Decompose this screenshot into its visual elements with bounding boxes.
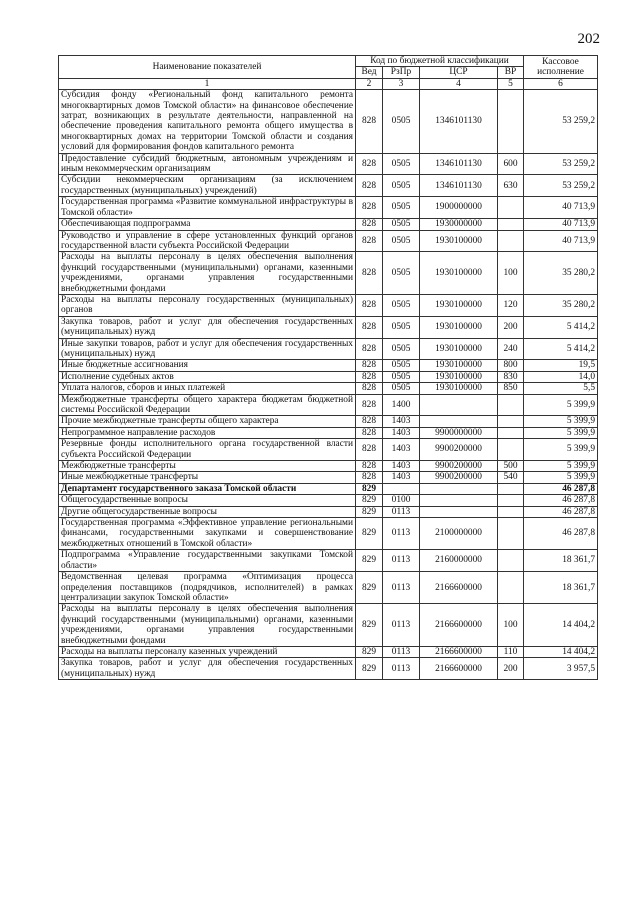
row-vr: [498, 394, 524, 416]
row-csr: 9900200000: [420, 472, 498, 483]
row-rzpr: 0505: [383, 175, 420, 197]
row-ved: 829: [356, 518, 383, 550]
row-vr: [498, 427, 524, 438]
row-rzpr: 0100: [383, 495, 420, 506]
header-vr: ВР: [498, 67, 524, 78]
budget-table: [58, 55, 598, 680]
row-rzpr: 0505: [383, 316, 420, 338]
row-sum: 5,5: [524, 383, 598, 394]
row-csr: 2166600000: [420, 646, 498, 657]
row-ved: 829: [356, 572, 383, 604]
row-rzpr: 0113: [383, 518, 420, 550]
row-rzpr: 0113: [383, 506, 420, 517]
row-csr: 9900200000: [420, 439, 498, 461]
row-name: Государственная программа «Развитие коммунальной инфраструктуры в Томской области»: [59, 197, 356, 219]
row-name: Субсидия фонду «Региональный фонд капитального ремонта многоквартирных домов Томской области» на финансовое обеспечение затрат, возникающих в результате деятельности, направленной на обеспечение проведения капитального ремонта общего имущества в многоквартирных домах на территории Томской области и создания условий для формирования фондов капитального ремонта: [59, 90, 356, 153]
row-vr: 800: [498, 360, 524, 371]
row-ved: 828: [356, 316, 383, 338]
row-vr: 830: [498, 371, 524, 382]
table-row: [59, 153, 598, 175]
row-csr: 1930000000: [420, 219, 498, 230]
row-ved: 828: [356, 472, 383, 483]
row-rzpr: 0113: [383, 572, 420, 604]
row-sum: 5 399,9: [524, 394, 598, 416]
header-col-4: 4: [420, 78, 498, 89]
row-sum: 5 414,2: [524, 338, 598, 360]
row-name: Уплата налогов, сборов и иных платежей: [59, 383, 356, 394]
row-csr: 1930100000: [420, 316, 498, 338]
row-vr: 200: [498, 316, 524, 338]
row-vr: 200: [498, 658, 524, 680]
row-csr: 1930100000: [420, 252, 498, 295]
row-ved: 828: [356, 383, 383, 394]
row-vr: [498, 219, 524, 230]
row-csr: 1346101130: [420, 175, 498, 197]
row-vr: [498, 416, 524, 427]
row-name: Непрограммное направление расходов: [59, 427, 356, 438]
row-sum: 5 399,9: [524, 416, 598, 427]
row-name: Расходы на выплаты персоналу государственных (муниципальных) органов: [59, 294, 356, 316]
row-csr: 2160000000: [420, 550, 498, 572]
row-sum: 18 361,7: [524, 550, 598, 572]
row-ved: 828: [356, 175, 383, 197]
row-csr: 2166600000: [420, 658, 498, 680]
row-vr: 540: [498, 472, 524, 483]
row-sum: 40 713,9: [524, 219, 598, 230]
row-ved: 828: [356, 230, 383, 252]
row-sum: 5 399,9: [524, 427, 598, 438]
row-sum: 46 287,8: [524, 506, 598, 517]
row-ved: 829: [356, 506, 383, 517]
row-name: Обеспечивающая подпрограмма: [59, 219, 356, 230]
row-rzpr: 0505: [383, 153, 420, 175]
row-sum: 53 259,2: [524, 153, 598, 175]
row-name: Субсидии некоммерческим организациям (за исключением государственных (муниципальных) учреждений): [59, 175, 356, 197]
row-rzpr: 0505: [383, 252, 420, 295]
row-csr: [420, 506, 498, 517]
header-rzpr: РзПр: [383, 67, 420, 78]
row-sum: 18 361,7: [524, 572, 598, 604]
row-sum: 46 287,8: [524, 483, 598, 494]
row-name: Департамент государственного заказа Томской области: [59, 483, 356, 494]
row-csr: 1930100000: [420, 383, 498, 394]
table-row: [59, 230, 598, 252]
row-ved: 829: [356, 658, 383, 680]
table-row: [59, 646, 598, 657]
row-sum: 3 957,5: [524, 658, 598, 680]
row-ved: 828: [356, 371, 383, 382]
table-row: [59, 506, 598, 517]
header-ved: Вед: [356, 67, 383, 78]
row-csr: 1930100000: [420, 371, 498, 382]
table-row: [59, 294, 598, 316]
row-name: Межбюджетные трансферты: [59, 461, 356, 472]
table-row: [59, 360, 598, 371]
row-name: Закупка товаров, работ и услуг для обеспечения государственных (муниципальных) нужд: [59, 316, 356, 338]
row-sum: 40 713,9: [524, 230, 598, 252]
row-rzpr: 0113: [383, 646, 420, 657]
row-ved: 828: [356, 461, 383, 472]
row-name: Подпрограмма «Управление государственными закупками Томской области»: [59, 550, 356, 572]
row-sum: 35 280,2: [524, 294, 598, 316]
row-vr: [498, 495, 524, 506]
row-ved: 828: [356, 90, 383, 153]
row-vr: [498, 439, 524, 461]
row-vr: [498, 572, 524, 604]
row-rzpr: 0113: [383, 604, 420, 647]
row-rzpr: 0505: [383, 230, 420, 252]
header-col-2: 2: [356, 78, 383, 89]
row-name: Исполнение судебных актов: [59, 371, 356, 382]
table-row: [59, 495, 598, 506]
row-csr: [420, 483, 498, 494]
row-vr: [498, 483, 524, 494]
row-name: Предоставление субсидий бюджетным, автономным учреждениям и иным некоммерческим организациям: [59, 153, 356, 175]
row-sum: 14,0: [524, 371, 598, 382]
table-row: [59, 394, 598, 416]
row-csr: 1346101130: [420, 153, 498, 175]
table-row: [59, 197, 598, 219]
row-name: Расходы на выплаты персоналу казенных учреждений: [59, 646, 356, 657]
row-vr: [498, 550, 524, 572]
row-ved: 828: [356, 153, 383, 175]
header-csr: ЦСР: [420, 67, 498, 78]
row-rzpr: 1403: [383, 472, 420, 483]
row-csr: 2166600000: [420, 604, 498, 647]
row-sum: 46 287,8: [524, 495, 598, 506]
row-ved: 828: [356, 416, 383, 427]
row-sum: 53 259,2: [524, 90, 598, 153]
header-col-1: 1: [59, 78, 356, 89]
header-col-3: 3: [383, 78, 420, 89]
row-sum: 19,5: [524, 360, 598, 371]
row-rzpr: 0505: [383, 294, 420, 316]
row-ved: 829: [356, 483, 383, 494]
row-rzpr: 0505: [383, 338, 420, 360]
row-sum: 5 414,2: [524, 316, 598, 338]
table-row: [59, 416, 598, 427]
row-name: Резервные фонды исполнительного органа государственной власти субъекта Российской Федерации: [59, 439, 356, 461]
row-rzpr: [383, 483, 420, 494]
table-row: [59, 219, 598, 230]
row-vr: [498, 506, 524, 517]
row-name: Общегосударственные вопросы: [59, 495, 356, 506]
header-exec: Кассовое исполнение: [524, 56, 598, 79]
row-csr: 1930100000: [420, 294, 498, 316]
row-name: Иные межбюджетные трансферты: [59, 472, 356, 483]
row-rzpr: 0505: [383, 90, 420, 153]
row-csr: [420, 394, 498, 416]
row-name: Ведомственная целевая программа «Оптимизация процесса определения поставщиков (подрядчиков, исполнителей) в рамках централизации закупок Томской области»: [59, 572, 356, 604]
row-csr: 1900000000: [420, 197, 498, 219]
row-ved: 828: [356, 360, 383, 371]
row-rzpr: 1403: [383, 439, 420, 461]
row-ved: 829: [356, 646, 383, 657]
row-ved: 828: [356, 427, 383, 438]
table-row: [59, 338, 598, 360]
row-rzpr: 0505: [383, 219, 420, 230]
row-sum: 5 399,9: [524, 472, 598, 483]
table-row: [59, 371, 598, 382]
row-csr: 2100000000: [420, 518, 498, 550]
row-vr: 500: [498, 461, 524, 472]
row-ved: 828: [356, 439, 383, 461]
row-sum: 14 404,2: [524, 604, 598, 647]
row-rzpr: 1403: [383, 461, 420, 472]
table-row: [59, 518, 598, 550]
header-name: Наименование показателей: [59, 56, 356, 79]
row-rzpr: 0505: [383, 360, 420, 371]
row-rzpr: 0113: [383, 658, 420, 680]
row-vr: [498, 197, 524, 219]
row-sum: 53 259,2: [524, 175, 598, 197]
row-vr: 850: [498, 383, 524, 394]
table-row: [59, 572, 598, 604]
row-csr: 1930100000: [420, 230, 498, 252]
row-sum: 14 404,2: [524, 646, 598, 657]
row-sum: 5 399,9: [524, 439, 598, 461]
row-vr: 600: [498, 153, 524, 175]
table-row: [59, 461, 598, 472]
table-row: [59, 550, 598, 572]
table-row: [59, 472, 598, 483]
row-rzpr: 0505: [383, 383, 420, 394]
row-csr: 1930100000: [420, 338, 498, 360]
row-ved: 828: [356, 294, 383, 316]
table-row: [59, 658, 598, 680]
row-vr: 100: [498, 604, 524, 647]
row-ved: 828: [356, 252, 383, 295]
header-col-6: 6: [524, 78, 598, 89]
row-name: Расходы на выплаты персоналу в целях обеспечения выполнения функций государственными (муниципальными) органами, казенными учреждениями, органами управления государственными внебюджетными фондами: [59, 252, 356, 295]
row-rzpr: 1403: [383, 427, 420, 438]
row-csr: [420, 416, 498, 427]
row-csr: 2166600000: [420, 572, 498, 604]
header-col-5: 5: [498, 78, 524, 89]
row-csr: 9900200000: [420, 461, 498, 472]
row-name: Иные закупки товаров, работ и услуг для обеспечения государственных (муниципальных) нужд: [59, 338, 356, 360]
table-row: [59, 316, 598, 338]
row-vr: 120: [498, 294, 524, 316]
row-vr: [498, 230, 524, 252]
row-vr: 630: [498, 175, 524, 197]
row-ved: 829: [356, 604, 383, 647]
row-vr: [498, 518, 524, 550]
row-csr: 9900000000: [420, 427, 498, 438]
row-vr: 240: [498, 338, 524, 360]
page-number: 202: [577, 31, 600, 47]
header-code-group: Код по бюджетной классификации: [356, 56, 524, 67]
row-name: Прочие межбюджетные трансферты общего характера: [59, 416, 356, 427]
row-name: Государственная программа «Эффективное управление региональными финансами, государственными закупками и совершенствование межбюджетных отношений в Томской области»: [59, 518, 356, 550]
row-ved: 828: [356, 394, 383, 416]
row-rzpr: 1400: [383, 394, 420, 416]
row-rzpr: 0505: [383, 197, 420, 219]
row-csr: 1346101130: [420, 90, 498, 153]
row-ved: 829: [356, 550, 383, 572]
row-csr: 1930100000: [420, 360, 498, 371]
row-vr: 110: [498, 646, 524, 657]
row-csr: [420, 495, 498, 506]
table-row: [59, 252, 598, 295]
row-vr: 100: [498, 252, 524, 295]
row-ved: 828: [356, 338, 383, 360]
row-rzpr: 1403: [383, 416, 420, 427]
row-name: Расходы на выплаты персоналу в целях обеспечения выполнения функций государственными (муниципальными) органами, казенными учреждениями, органами управления государственными внебюджетными фондами: [59, 604, 356, 647]
table-row: [59, 90, 598, 153]
row-sum: 40 713,9: [524, 197, 598, 219]
row-ved: 828: [356, 219, 383, 230]
row-name: Иные бюджетные ассигнования: [59, 360, 356, 371]
table-body: [59, 90, 598, 680]
table-row: [59, 439, 598, 461]
table-row: [59, 175, 598, 197]
row-name: Руководство и управление в сфере установленных функций органов государственной власти субъекта Российской Федерации: [59, 230, 356, 252]
table-row: [59, 427, 598, 438]
table-row: [59, 483, 598, 494]
row-sum: 35 280,2: [524, 252, 598, 295]
row-sum: 5 399,9: [524, 461, 598, 472]
table-row: [59, 604, 598, 647]
table-row: [59, 383, 598, 394]
row-ved: 828: [356, 197, 383, 219]
row-rzpr: 0113: [383, 550, 420, 572]
row-name: Межбюджетные трансферты общего характера бюджетам бюджетной системы Российской Федерации: [59, 394, 356, 416]
row-ved: 829: [356, 495, 383, 506]
row-sum: 46 287,8: [524, 518, 598, 550]
row-rzpr: 0505: [383, 371, 420, 382]
row-name: Другие общегосударственные вопросы: [59, 506, 356, 517]
row-vr: [498, 90, 524, 153]
row-name: Закупка товаров, работ и услуг для обеспечения государственных (муниципальных) нужд: [59, 658, 356, 680]
